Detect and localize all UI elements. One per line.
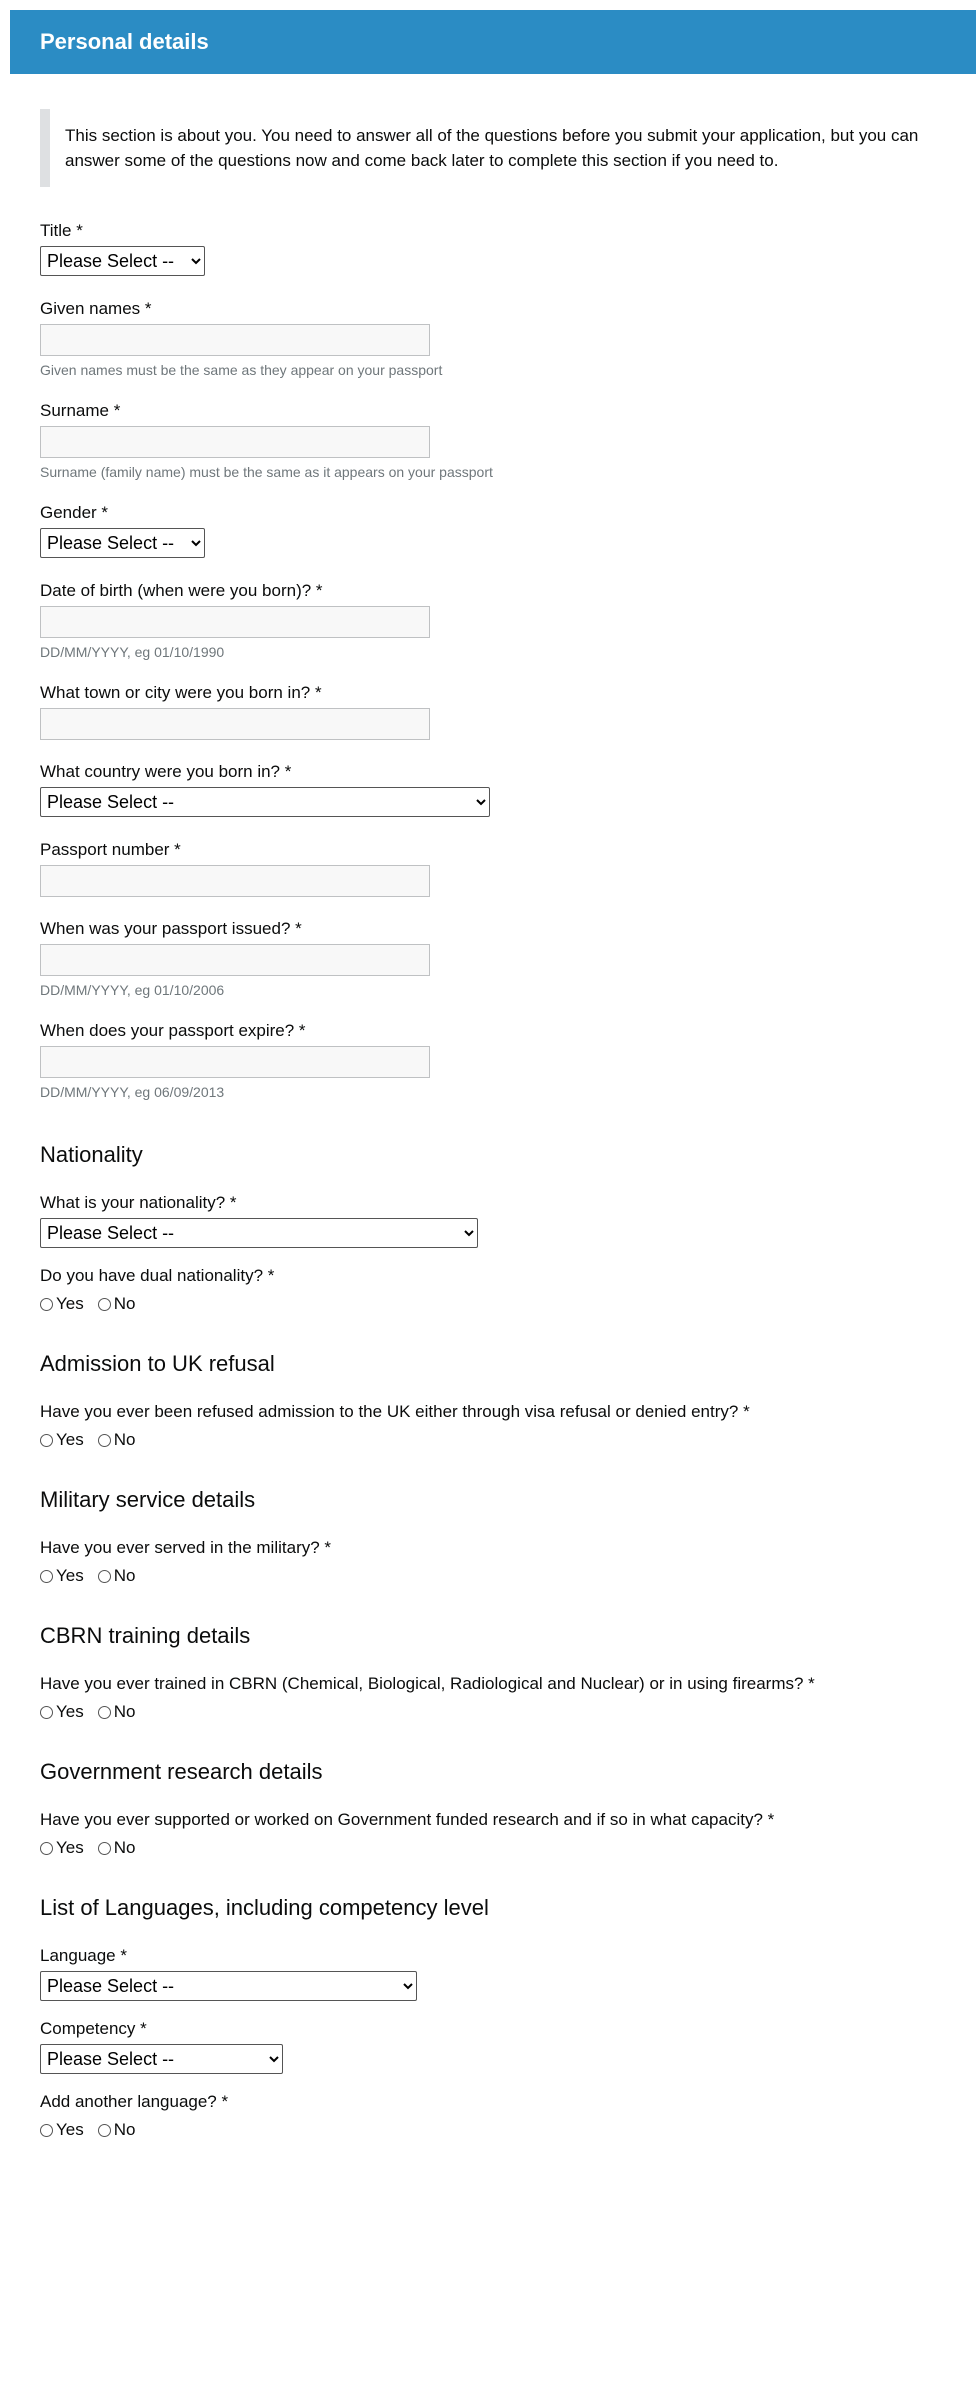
passport-number-label: Passport number * <box>40 840 181 859</box>
surname-field <box>40 399 976 481</box>
radio-icon[interactable] <box>40 2124 53 2137</box>
add-language-no[interactable]: No <box>98 2120 136 2140</box>
military-heading: Military service details <box>40 1487 256 1512</box>
surname-input[interactable] <box>40 426 430 458</box>
admission-radios <box>40 1430 976 1450</box>
dual-nationality-radios <box>40 1294 976 1314</box>
birth-country-field <box>40 760 976 817</box>
language-field <box>40 1944 976 2001</box>
radio-icon[interactable] <box>98 1842 111 1855</box>
admission-field <box>40 1400 976 1450</box>
radio-icon[interactable] <box>98 1570 111 1583</box>
radio-icon[interactable] <box>40 1570 53 1583</box>
add-language-radios <box>40 2120 976 2140</box>
radio-icon[interactable] <box>98 1434 111 1447</box>
government-no[interactable]: No <box>98 1838 136 1858</box>
competency-field <box>40 2017 976 2074</box>
nationality-field <box>40 1191 976 1248</box>
radio-icon[interactable] <box>98 1706 111 1719</box>
languages-heading: List of Languages, including competency level <box>40 1895 489 1920</box>
military-radios <box>40 1566 976 1586</box>
radio-icon[interactable] <box>40 1842 53 1855</box>
government-radios <box>40 1838 976 1858</box>
competency-select[interactable] <box>40 2044 283 2074</box>
admission-no[interactable]: No <box>98 1430 136 1450</box>
given-names-field <box>40 297 976 379</box>
cbrn-question: Have you ever trained in CBRN (Chemical, Biological, Radiological and Nuclear) or in using firearms? * <box>40 1674 815 1693</box>
languages-section <box>40 1894 976 2140</box>
nationality-section <box>40 1141 976 1314</box>
add-language-label: Add another language? * <box>40 2092 229 2111</box>
dob-label: Date of birth (when were you born)? * <box>40 581 323 600</box>
surname-hint: Surname (family name) must be the same as it appears on your passport <box>40 464 493 480</box>
government-field <box>40 1808 976 1858</box>
add-language-yes[interactable]: Yes <box>40 2120 84 2140</box>
page <box>10 10 976 2140</box>
cbrn-radios <box>40 1702 976 1722</box>
government-section <box>40 1758 976 1858</box>
dob-input[interactable] <box>40 606 430 638</box>
dual-nationality-yes[interactable]: Yes <box>40 1294 84 1314</box>
nationality-select[interactable] <box>40 1218 478 1248</box>
page-title: Personal details <box>40 29 209 54</box>
military-field <box>40 1536 976 1586</box>
nationality-label: What is your nationality? * <box>40 1193 237 1212</box>
add-language-field <box>40 2090 976 2140</box>
government-heading: Government research details <box>40 1759 323 1784</box>
admission-yes[interactable]: Yes <box>40 1430 84 1450</box>
radio-icon[interactable] <box>40 1706 53 1719</box>
passport-expire-field <box>40 1019 976 1101</box>
birth-town-label: What town or city were you born in? * <box>40 683 322 702</box>
radio-icon[interactable] <box>40 1434 53 1447</box>
military-section <box>40 1486 976 1586</box>
passport-issued-label: When was your passport issued? * <box>40 919 302 938</box>
military-question: Have you ever served in the military? * <box>40 1538 332 1557</box>
passport-number-input[interactable] <box>40 865 430 897</box>
dual-nationality-label: Do you have dual nationality? * <box>40 1266 275 1285</box>
government-yes[interactable]: Yes <box>40 1838 84 1858</box>
given-names-label: Given names * <box>40 299 152 318</box>
birth-country-label: What country were you born in? * <box>40 762 292 781</box>
language-label: Language * <box>40 1946 127 1965</box>
gender-select[interactable] <box>40 528 205 558</box>
dob-hint: DD/MM/YYYY, eg 01/10/1990 <box>40 644 225 660</box>
competency-label: Competency * <box>40 2019 147 2038</box>
passport-number-field <box>40 838 976 897</box>
cbrn-section <box>40 1622 976 1722</box>
dual-nationality-no[interactable]: No <box>98 1294 136 1314</box>
gender-label: Gender * <box>40 503 109 522</box>
military-yes[interactable]: Yes <box>40 1566 84 1586</box>
passport-expire-hint: DD/MM/YYYY, eg 06/09/2013 <box>40 1084 225 1100</box>
admission-question: Have you ever been refused admission to the UK either through visa refusal or denied entry? * <box>40 1402 750 1421</box>
dual-nationality-field <box>40 1264 976 1314</box>
gender-field <box>40 501 976 558</box>
cbrn-field <box>40 1672 976 1722</box>
passport-expire-label: When does your passport expire? * <box>40 1021 306 1040</box>
title-select[interactable] <box>40 246 205 276</box>
military-no[interactable]: No <box>98 1566 136 1586</box>
passport-issued-hint: DD/MM/YYYY, eg 01/10/2006 <box>40 982 225 998</box>
cbrn-yes[interactable]: Yes <box>40 1702 84 1722</box>
cbrn-heading: CBRN training details <box>40 1623 251 1648</box>
title-label: Title * <box>40 221 83 240</box>
radio-icon[interactable] <box>98 2124 111 2137</box>
intro-inset-text: This section is about you. You need to answer all of the questions before you submit your application, but you can answer some of the questions now and come back later to complete this section if you need to. <box>40 109 920 187</box>
passport-issued-field <box>40 917 976 999</box>
birth-country-select[interactable] <box>40 787 490 817</box>
radio-icon[interactable] <box>40 1298 53 1311</box>
given-names-input[interactable] <box>40 324 430 356</box>
radio-icon[interactable] <box>98 1298 111 1311</box>
birth-town-input[interactable] <box>40 708 430 740</box>
government-question: Have you ever supported or worked on Government funded research and if so in what capacity? * <box>40 1810 775 1829</box>
passport-expire-input[interactable] <box>40 1046 430 1078</box>
dob-field <box>40 579 976 661</box>
title-field <box>40 219 976 276</box>
surname-label: Surname * <box>40 401 121 420</box>
given-names-hint: Given names must be the same as they appear on your passport <box>40 362 443 378</box>
admission-section <box>40 1350 976 1450</box>
passport-issued-input[interactable] <box>40 944 430 976</box>
cbrn-no[interactable]: No <box>98 1702 136 1722</box>
birth-town-field <box>40 681 976 740</box>
admission-heading: Admission to UK refusal <box>40 1351 275 1376</box>
language-select[interactable] <box>40 1971 417 2001</box>
nationality-heading: Nationality <box>40 1142 143 1167</box>
section-header <box>10 10 976 74</box>
form-content <box>10 109 976 2140</box>
